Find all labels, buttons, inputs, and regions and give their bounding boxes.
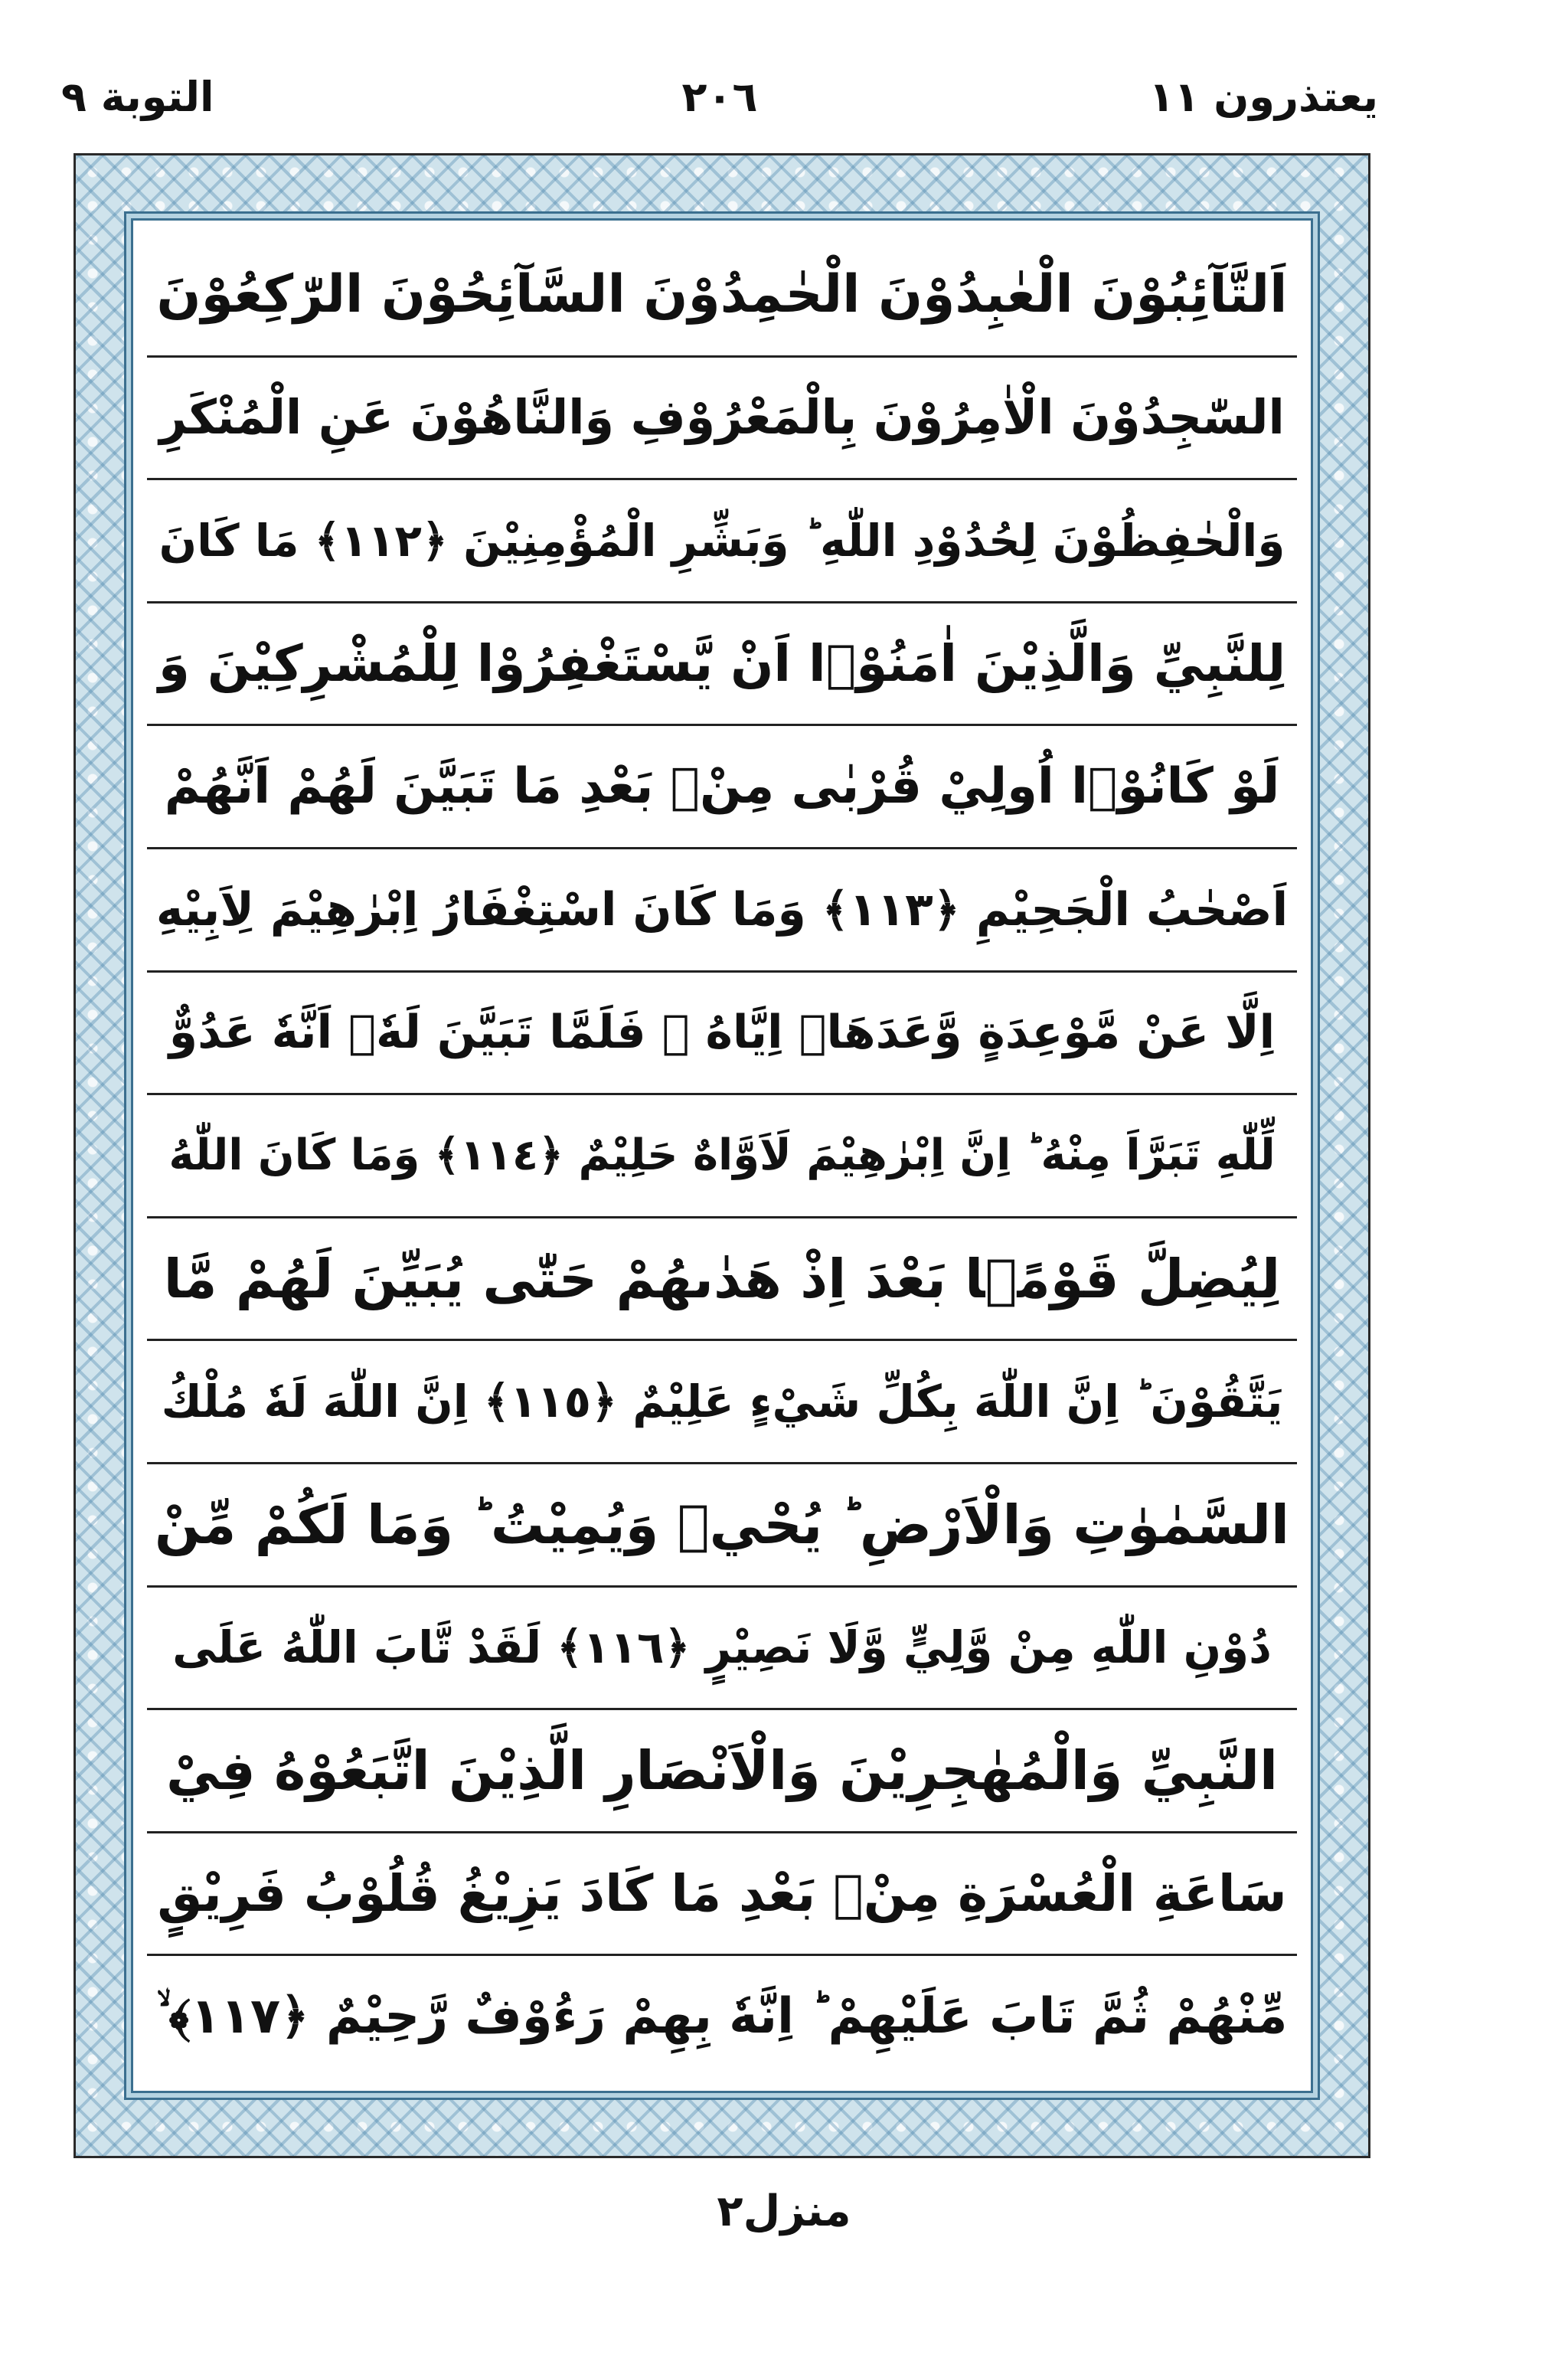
verse-line-1: اَلتَّآئِبُوْنَ الْعٰبِدُوْنَ الْحٰمِدُوْنَ السَّآئِحُوْنَ الرّٰكِعُوْنَ — [147, 234, 1297, 358]
page-number: ٢٠٦ — [681, 73, 758, 121]
verse-line-14: سَاعَةِ الْعُسْرَةِ مِنْۢ بَعْدِ مَا كَادَ يَزِيْغُ قُلُوْبُ فَرِيْقٍ — [147, 1833, 1297, 1957]
text-panel — [131, 218, 1313, 2093]
verse-line-2: السّٰجِدُوْنَ الْاٰمِرُوْنَ بِالْمَعْرُوْفِ وَالنَّاهُوْنَ عَنِ الْمُنْكَرِ — [147, 358, 1297, 481]
surah-label: التوبة ٩ — [61, 73, 214, 121]
verse-line-6: اَصْحٰبُ الْجَحِيْمِ ﴿١١٣﴾ وَمَا كَانَ اسْتِغْفَارُ اِبْرٰهِيْمَ لِاَبِيْهِ — [147, 849, 1297, 973]
verse-line-7: اِلَّا عَنْ مَّوْعِدَةٍ وَّعَدَهَاۤ اِيَّاهُ ۚ فَلَمَّا تَبَيَّنَ لَهٗۤ اَنَّهٗ عَدُوٌّ — [147, 973, 1297, 1096]
verse-line-4: لِلنَّبِيِّ وَالَّذِيْنَ اٰمَنُوْۤا اَنْ يَّسْتَغْفِرُوْا لِلْمُشْرِكِيْنَ وَ — [147, 603, 1297, 727]
verse-lines — [147, 234, 1297, 2077]
page-header — [61, 73, 1378, 149]
verse-line-10: يَتَّقُوْنَ ؕ اِنَّ اللّٰهَ بِكُلِّ شَيْءٍ عَلِيْمٌ ﴿١١٥﴾ اِنَّ اللّٰهَ لَهٗ مُلْكُ — [147, 1341, 1297, 1464]
manzil-footer: منزل٢ — [717, 2187, 851, 2236]
verse-line-3: وَالْحٰفِظُوْنَ لِحُدُوْدِ اللّٰهِ ؕ وَبَشِّرِ الْمُؤْمِنِيْنَ ﴿١١٢﴾ مَا كَانَ — [147, 480, 1297, 603]
juz-label: يعتذرون ١١ — [1148, 73, 1378, 121]
verse-line-13: النَّبِيِّ وَالْمُهٰجِرِيْنَ وَالْاَنْصَارِ الَّذِيْنَ اتَّبَعُوْهُ فِيْ — [147, 1710, 1297, 1833]
verse-line-8: لِّلّٰهِ تَبَرَّاَ مِنْهُ ؕ اِنَّ اِبْرٰهِيْمَ لَاَوَّاهٌ حَلِيْمٌ ﴿١١٤﴾ وَمَا كَانَ اللّٰهُ — [147, 1095, 1297, 1218]
decorative-page-border — [74, 153, 1370, 2158]
verse-line-5: لَوْ كَانُوْۤا اُولِيْ قُرْبٰى مِنْۢ بَعْدِ مَا تَبَيَّنَ لَهُمْ اَنَّهُمْ — [147, 726, 1297, 849]
verse-line-15: مِّنْهُمْ ثُمَّ تَابَ عَلَيْهِمْ ؕ اِنَّهٗ بِهِمْ رَءُوْفٌ رَّحِيْمٌ ﴿١١٧﴾ ۙ — [156, 1988, 1288, 2046]
verse-line-11: السَّمٰوٰتِ وَالْاَرْضِ ؕ يُحْيٖ وَيُمِيْتُ ؕ وَمَا لَكُمْ مِّنْ — [147, 1464, 1297, 1588]
verse-line-9: لِيُضِلَّ قَوْمًۢا بَعْدَ اِذْ هَدٰىهُمْ حَتّٰى يُبَيِّنَ لَهُمْ مَّا — [147, 1218, 1297, 1342]
verse-line-12: دُوْنِ اللّٰهِ مِنْ وَّلِيٍّ وَّلَا نَصِيْرٍ ﴿١١٦﴾ لَقَدْ تَّابَ اللّٰهُ عَلَى — [147, 1588, 1297, 1711]
